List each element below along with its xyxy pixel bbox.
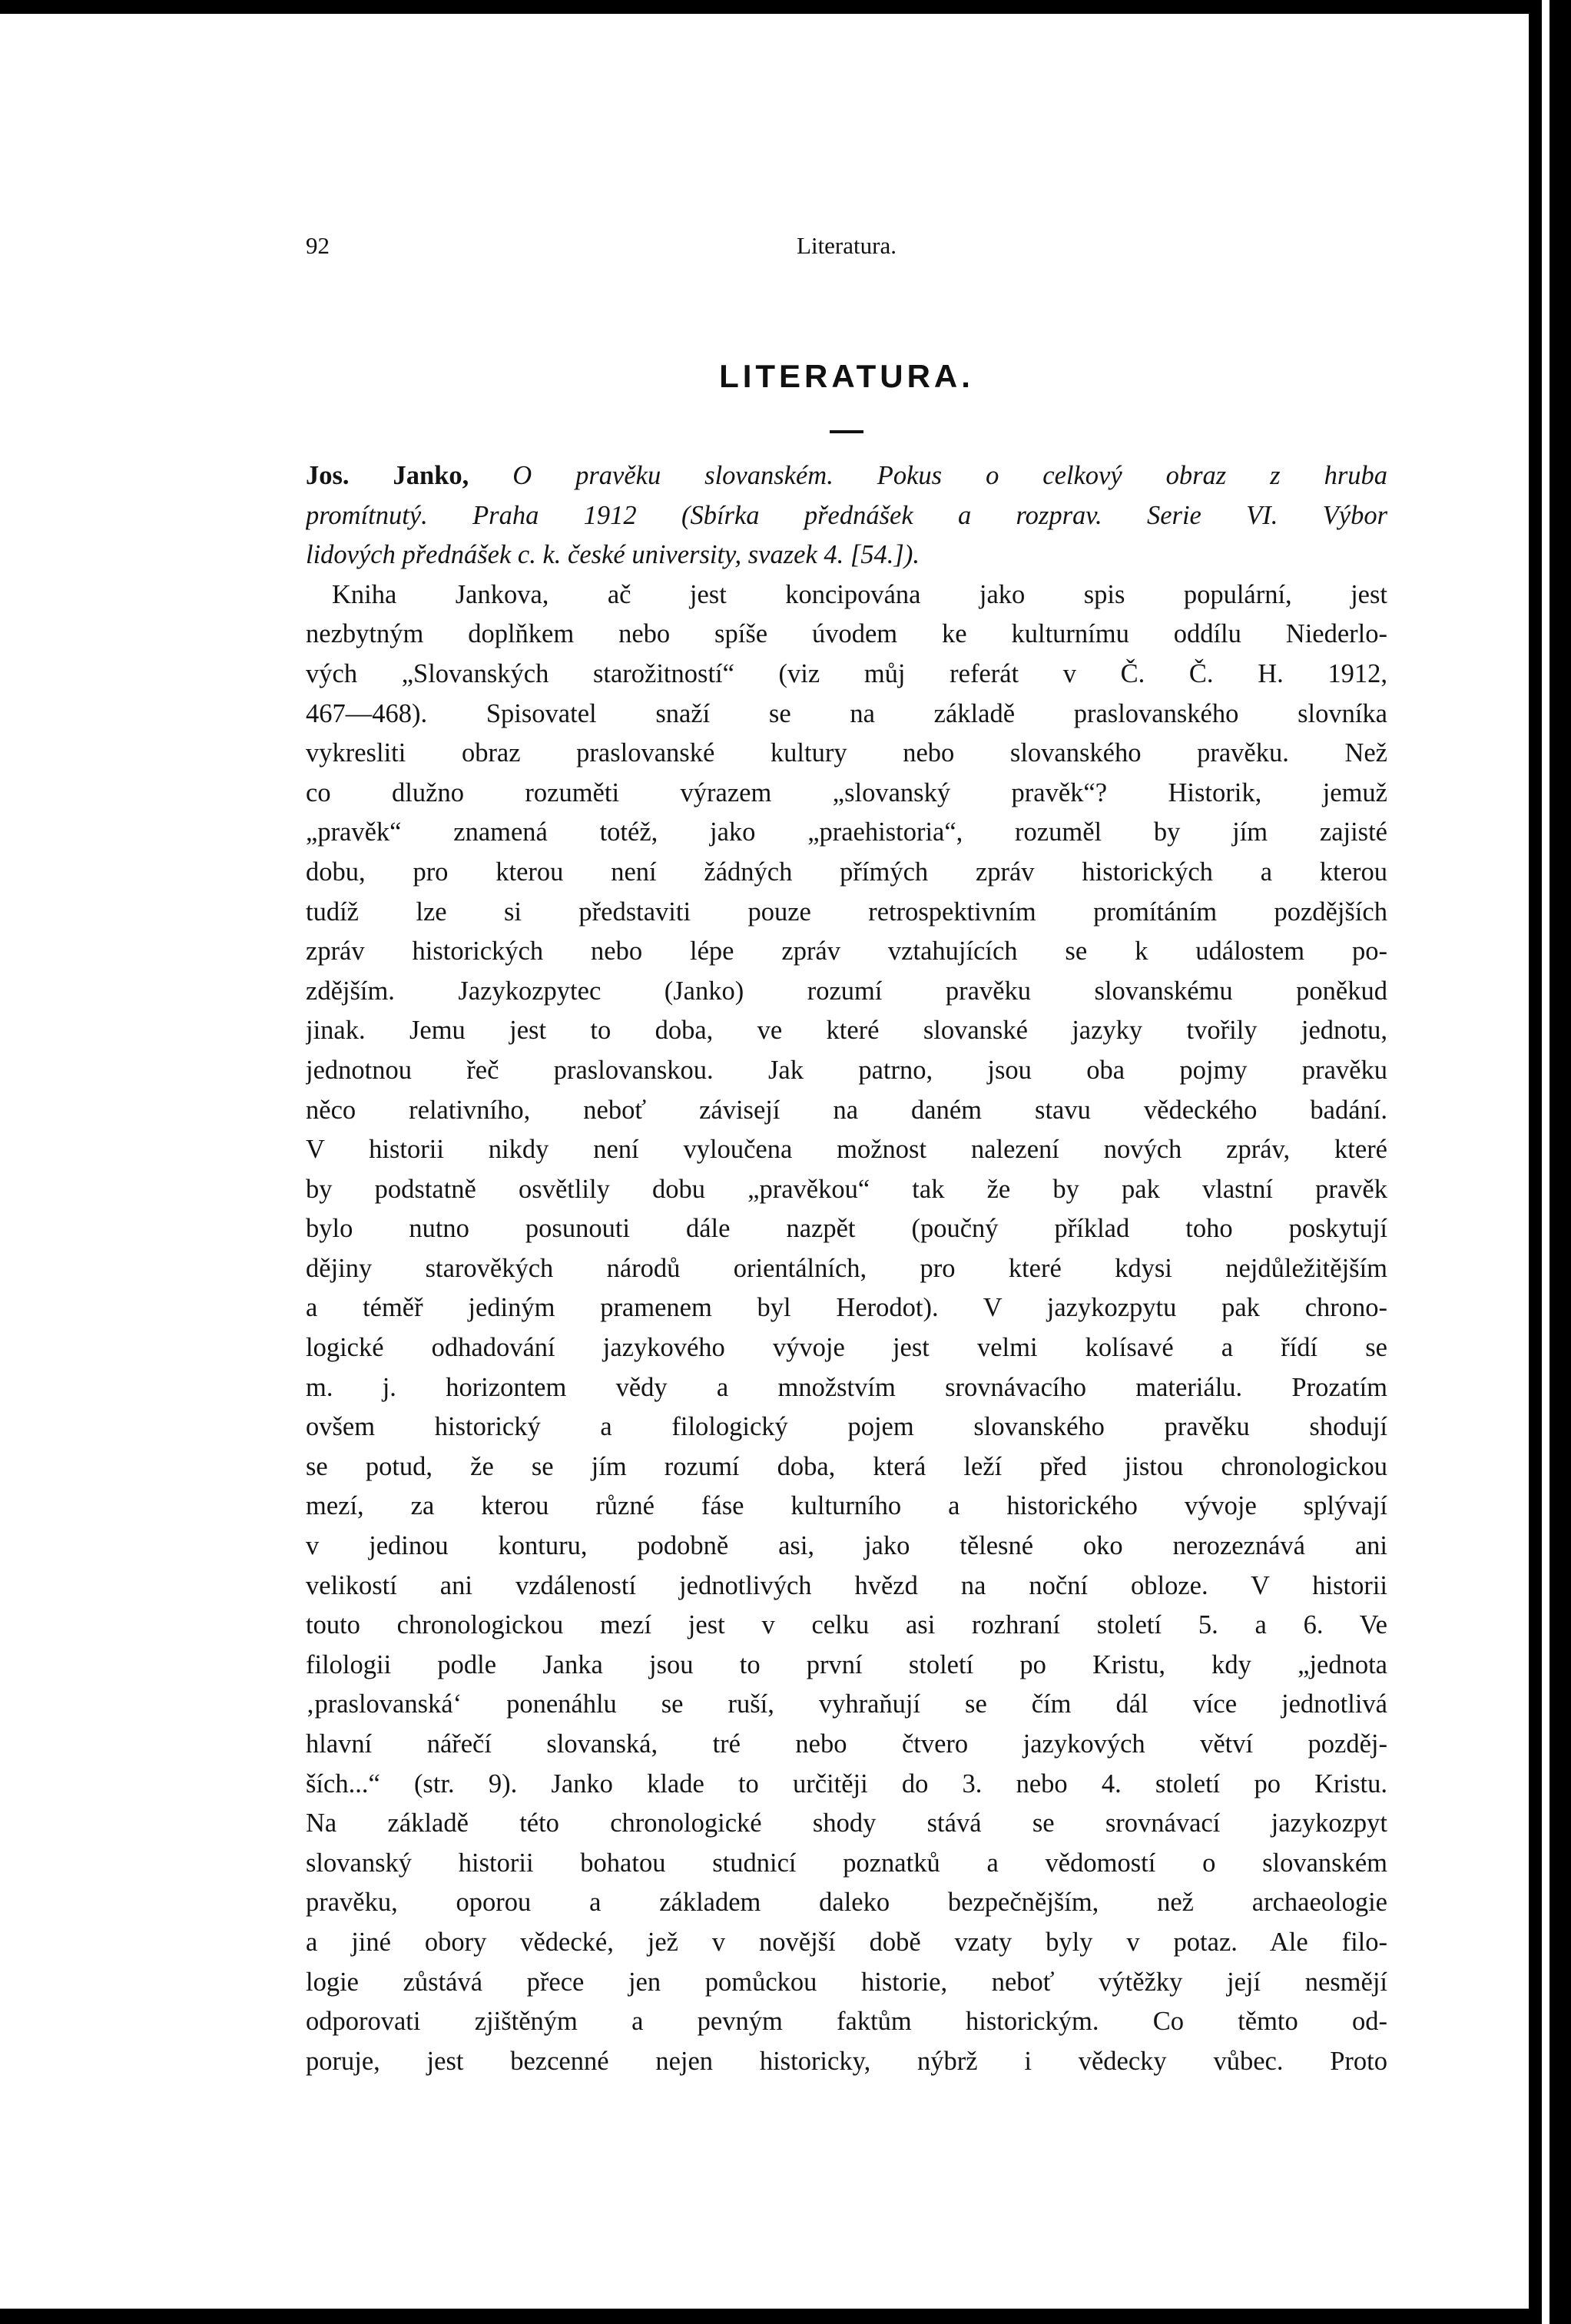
body-line: se potud, že se jím rozumí doba, která leží před jistou chronologickou [306,1451,1387,1481]
body-line: logické odhadování jazykového vývoje jest velmi kolísavé a řídí se [306,1333,1387,1363]
section-divider [830,430,863,433]
body-line: filologii podle Janka jsou to první století po Kristu, kdy „jednota [306,1649,1387,1679]
body-line: tudíž lze si představiti pouze retrospektivním promítáním pozdějších [306,897,1387,927]
citation-line: lidových přednášek c. k. české university, svazek 4. [54.]). [306,540,920,570]
running-title: Literatura. [797,232,897,259]
body-line: jednotnou řeč praslovanskou. Jak patrno, jsou oba pojmy pravěku [306,1055,1387,1085]
body-line: Na základě této chronologické shody stává se srovnávací jazykozpyt [306,1808,1387,1838]
body-line: co dlužno rozuměti výrazem „slovanský pravěk“? Historik, jemuž [306,777,1387,807]
body-line: hlavní nářečí slovanská, tré nebo čtvero jazykových větví pozděj- [306,1729,1387,1759]
body-line: m. j. horizontem vědy a množstvím srovnávacího materiálu. Prozatím [306,1372,1387,1402]
body-line: ovšem historický a filologický pojem slovanského pravěku shodují [306,1412,1387,1442]
body-line: „pravěk“ znamená totéž, jako „praehistoria“, rozuměl by jím zajisté [306,817,1387,847]
page-number: 92 [306,232,330,259]
body-line: velikostí ani vzdáleností jednotlivých hvězd na noční obloze. V historii [306,1570,1387,1600]
body-line: V historii nikdy není vyloučena možnost nalezení nových zpráv, které [306,1135,1387,1165]
body-line: poruje, jest bezcenné nejen historicky, nýbrž i vědecky vůbec. Proto [306,2046,1387,2076]
body-line: by podstatně osvětlily dobu „pravěkou“ tak že by pak vlastní pravěk [306,1174,1387,1204]
body-line: Kniha Jankova, ač jest koncipována jako spis populární, jest [332,579,1387,609]
body-line: odporovati zjištěným a pevným faktům historickým. Co těmto od- [306,2007,1387,2037]
scan-edge-strip [1542,0,1549,2324]
body-line: zpráv historických nebo lépe zpráv vztahujících se k událostem po- [306,937,1387,966]
body-line: ších...“ (str. 9). Janko klade to určitěji do 3. nebo 4. století po Kristu. [306,1769,1387,1799]
body-line: jinak. Jemu jest to doba, ve které slovanské jazyky tvořily jednotu, [306,1016,1387,1046]
body-line: ‚praslovanská‘ ponenáhlu se ruší, vyhraňují se čím dál více jednotlivá [306,1689,1387,1719]
body-line: a téměř jediným pramenem byl Herodot). V jazykozpytu pak chrono- [306,1293,1387,1323]
body-line: slovanský historii bohatou studnicí poznatků a vědomostí o slovanském [306,1848,1387,1878]
citation-line [306,456,1387,496]
body-line: bylo nutno posunouti dále nazpět (poučný příklad toho poskytují [306,1214,1387,1244]
body-line: dějiny starověkých národů orientálních, pro které kdysi nejdůležitějším [306,1253,1387,1283]
body-line: vých „Slovanských starožitností“ (viz můj referát v Č. Č. H. 1912, [306,658,1387,688]
body-line: mezí, za kterou různé fáse kulturního a historického vývoje splývají [306,1491,1387,1521]
body-line: a jiné obory vědecké, jež v novější době vzaty byly v potaz. Ale filo- [306,1927,1387,1957]
citation-author: Jos. Janko, [306,461,469,490]
body-line: nezbytným doplňkem nebo spíše úvodem ke kulturnímu oddílu Niederlo- [306,619,1387,649]
article-text [306,456,1387,2081]
body-line: zdějším. Jazykozpytec (Janko) rozumí pravěku slovanskému poněkud [306,976,1387,1006]
body-line: 467—468). Spisovatel snaží se na základě praslovanského slovníka [306,698,1387,728]
body-line: v jedinou konturu, podobně asi, jako tělesné oko nerozeznává ani [306,1531,1387,1561]
body-line: logie zůstává přece jen pomůckou historie, neboť výtěžky její nesmějí [306,1967,1387,1997]
running-head [306,232,1387,270]
body-line: dobu, pro kterou není žádných přímých zpráv historických a kterou [306,857,1387,887]
body-line: pravěku, oporou a základem daleko bezpečnějším, než archaeologie [306,1888,1387,1918]
section-heading: LITERATURA. [719,358,974,394]
body-line: něco relativního, neboť závisejí na daném stavu vědeckého badání. [306,1095,1387,1125]
body-line: touto chronologickou mezí jest v celku asi rozhraní století 5. a 6. Ve [306,1610,1387,1640]
citation-line: promítnutý. Praha 1912 (Sbírka přednášek a rozprav. Serie VI. Výbor [306,500,1387,530]
body-line: vykresliti obraz praslovanské kultury nebo slovanského pravěku. Než [306,738,1387,768]
citation-title: O pravěku slovanském. Pokus o celkový obraz z hruba [512,461,1387,490]
